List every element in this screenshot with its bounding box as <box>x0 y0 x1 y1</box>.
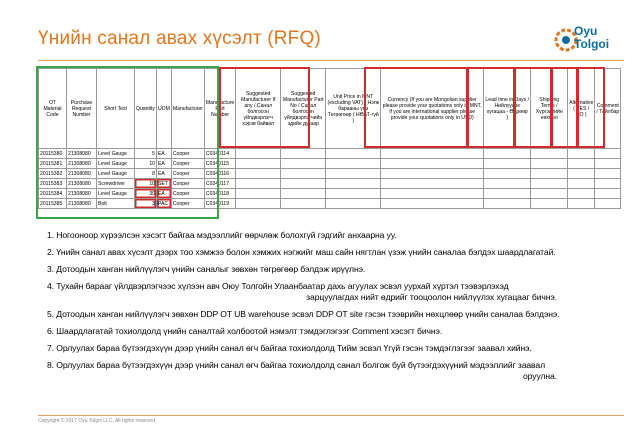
instruction-text: 4. Тухайн барааг үйлдвэрлэгчээс хүлээн авч Оюу Толгойн Улаанбаатар дахь агуулах эсвэл уурхай хүртэл тээвэрлэхэд <box>47 281 509 291</box>
column-header: Comment / Тайлбар <box>595 69 621 149</box>
table-cell: Cooper <box>171 169 204 179</box>
column-header: Suggested Manufacturer Part No / Санал болгосон үйлдвэрлэгчийн эдийн дугаар <box>281 69 326 149</box>
input-cell[interactable] <box>568 169 595 179</box>
table-cell: C0340114 <box>204 149 235 159</box>
column-header: Short Text <box>97 69 135 149</box>
instruction-continuation: оруулна. <box>523 371 557 381</box>
input-cell[interactable] <box>595 149 621 159</box>
input-cell[interactable] <box>595 159 621 169</box>
column-header: Unit Price in MNT (excluding VAT) - Нэгж барааны үнэ Төгрөгөөр ( НӨАТ-гүй ) <box>326 69 381 149</box>
table-cell: 21308080 <box>67 179 97 189</box>
table-cell: 20115383 <box>39 179 67 189</box>
input-cell[interactable] <box>326 149 381 159</box>
input-cell[interactable] <box>595 199 621 209</box>
instruction-item <box>47 264 607 275</box>
input-cell[interactable] <box>326 159 381 169</box>
table-cell: 21308080 <box>67 169 97 179</box>
table-cell: 20115384 <box>39 189 67 199</box>
table-cell: Cooper <box>171 159 204 169</box>
column-header: Purchase Request Number <box>67 69 97 149</box>
input-cell[interactable] <box>531 169 568 179</box>
table-cell: C0340119 <box>204 199 235 209</box>
input-cell[interactable] <box>484 179 531 189</box>
column-header: Shipping Terms / Хүргэлтийн нөхцөл <box>531 69 568 149</box>
table-cell: Level Gauge <box>97 169 135 179</box>
input-cell[interactable] <box>531 179 568 189</box>
instruction-item <box>47 309 607 320</box>
input-cell[interactable] <box>236 189 281 199</box>
instruction-item <box>47 360 607 382</box>
input-cell[interactable] <box>531 199 568 209</box>
instruction-item <box>47 343 607 354</box>
table-cell: PAC <box>156 199 171 209</box>
table-cell: 10 <box>135 159 157 169</box>
input-cell[interactable] <box>568 149 595 159</box>
table-cell: 21308080 <box>67 199 97 209</box>
table-cell: C0340117 <box>204 179 235 189</box>
column-header: UOM <box>156 69 171 149</box>
rfq-table <box>38 68 621 209</box>
input-cell[interactable] <box>595 179 621 189</box>
table-body <box>39 149 621 209</box>
table-cell: 21308080 <box>67 159 97 169</box>
input-cell[interactable] <box>381 169 484 179</box>
column-header: Quantity <box>135 69 157 149</box>
instruction-text: 1. Ногооноор хүрээлсэн хэсэгт байгаа мэдээллийг өөрчлөж болохгүй гэдгийг анхаарна уу. <box>47 230 397 240</box>
input-cell[interactable] <box>484 169 531 179</box>
table-row <box>39 199 621 209</box>
input-cell[interactable] <box>484 159 531 169</box>
table-cell: 8 <box>135 169 157 179</box>
table-cell: 5 <box>135 149 157 159</box>
input-cell[interactable] <box>281 199 326 209</box>
input-cell[interactable] <box>568 159 595 169</box>
table-row <box>39 189 621 199</box>
table-cell: SET <box>156 179 171 189</box>
copyright-footer: Copyright © 2017 Oyu Tolgoi LLC, All rights reserved <box>38 418 155 424</box>
instruction-text: 8. Орлуулах бараа бүтээгдэхүүн дээр үнийн санал өгч байгаа тохиолдолд санал болгож буй бүтээгдэхүүний мэдээллийг заавал <box>47 360 546 370</box>
instruction-text: 7. Орлуулах бараа бүтээгдэхүүн дээр үнийн санал өгч байгаа тохиолдолд Тийм эсвэл Үгүй гэсэн тэмдэглэгээг заавал хийнэ. <box>47 343 532 353</box>
input-cell[interactable] <box>381 199 484 209</box>
table-cell: 3 <box>135 199 157 209</box>
input-cell[interactable] <box>531 149 568 159</box>
table-cell: EA <box>156 189 171 199</box>
table-header-row <box>39 69 621 149</box>
input-cell[interactable] <box>236 169 281 179</box>
table-cell: C0340115 <box>204 159 235 169</box>
input-cell[interactable] <box>381 149 484 159</box>
table-cell: Screwdriver <box>97 179 135 189</box>
input-cell[interactable] <box>236 149 281 159</box>
table-cell: Bolt <box>97 199 135 209</box>
logo-line-1: Oyu <box>574 24 598 38</box>
table-cell: 10 <box>135 179 157 189</box>
input-cell[interactable] <box>484 199 531 209</box>
table-cell: Level Gauge <box>97 159 135 169</box>
table-cell: 20115382 <box>39 169 67 179</box>
input-cell[interactable] <box>281 149 326 159</box>
input-cell[interactable] <box>281 169 326 179</box>
input-cell[interactable] <box>236 199 281 209</box>
table-row <box>39 169 621 179</box>
table-cell: Level Gauge <box>97 189 135 199</box>
page-title: Үнийн санал авах хүсэлт (RFQ) <box>38 28 321 49</box>
input-cell[interactable] <box>381 159 484 169</box>
table-row <box>39 149 621 159</box>
table-cell: Level Gauge <box>97 149 135 159</box>
table-cell: C0340116 <box>204 169 235 179</box>
input-cell[interactable] <box>595 189 621 199</box>
column-header: Currency (If you are Mongolian supplier please provide your quotations only in MNT, if you are international supplier please provide your quotations only in USD) <box>381 69 484 149</box>
table-cell: 20115385 <box>39 199 67 209</box>
table-cell: Cooper <box>171 199 204 209</box>
table-cell: Cooper <box>171 179 204 189</box>
table-row <box>39 159 621 169</box>
instruction-text: 2. Үнийн санал авах хүсэлт дээрх тоо хэмжээ болон хэмжих нэгжийг маш сайн нягтлан үзэж үнийн саналаа бэлдэх шаардлагатай. <box>47 247 556 257</box>
instruction-item <box>47 326 607 337</box>
logo-line-2: Tolgoi <box>574 37 610 51</box>
table-cell: 30 <box>135 189 157 199</box>
table-cell: 21308080 <box>67 149 97 159</box>
instructions-list <box>47 230 607 388</box>
input-cell[interactable] <box>281 159 326 169</box>
instruction-item <box>47 247 607 258</box>
instruction-text: 3. Дотоодын ханган нийлүүлэгч үнийн саналыг зөвхөн төгрөгөөр бэлдэж ирүүлнэ. <box>47 264 366 274</box>
input-cell[interactable] <box>326 169 381 179</box>
table-cell: EA <box>156 149 171 159</box>
input-cell[interactable] <box>531 189 568 199</box>
table-cell: Cooper <box>171 189 204 199</box>
input-cell[interactable] <box>531 159 568 169</box>
input-cell[interactable] <box>281 179 326 189</box>
table-cell: EA <box>156 169 171 179</box>
input-cell[interactable] <box>236 159 281 169</box>
input-cell[interactable] <box>326 199 381 209</box>
column-header: Suggested Manufacturer If any / Санал болгосон үйлдвэрлэгч хэрэв байвал <box>236 69 281 149</box>
table-cell: EA <box>156 159 171 169</box>
input-cell[interactable] <box>595 169 621 179</box>
logo-wordmark <box>574 25 609 51</box>
input-cell[interactable] <box>281 189 326 199</box>
table-cell: 20115380 <box>39 149 67 159</box>
input-cell[interactable] <box>326 189 381 199</box>
input-cell[interactable] <box>568 189 595 199</box>
instruction-continuation: зарцуулагдах нийт өдрийг тооцоолон нийлүүлэх хугацааг бичнэ. <box>306 292 557 302</box>
table-cell: Cooper <box>171 149 204 159</box>
column-header: Manufacturer <box>171 69 204 149</box>
table-cell: C0340118 <box>204 189 235 199</box>
input-cell[interactable] <box>484 149 531 159</box>
instruction-text: 6. Шаардлагатай тохиолдолд үнийн саналтай холбоотой нэмэлт тэмдэглэгээг Comment хэсэгт бичнэ. <box>47 326 443 336</box>
input-cell[interactable] <box>381 189 484 199</box>
table-cell: 20115381 <box>39 159 67 169</box>
title-divider <box>38 60 624 61</box>
footer-divider <box>38 415 624 416</box>
input-cell[interactable] <box>236 179 281 189</box>
column-header: Alternative ( YES / NO ) <box>568 69 595 149</box>
input-cell[interactable] <box>568 179 595 189</box>
table-cell: 21308080 <box>67 189 97 199</box>
input-cell[interactable] <box>326 179 381 189</box>
input-cell[interactable] <box>381 179 484 189</box>
input-cell[interactable] <box>484 189 531 199</box>
instruction-item <box>47 281 607 303</box>
table-row <box>39 179 621 189</box>
instruction-text: 5. Дотоодын ханган нийлүүлэгч зөвхөн DDP OT UB warehouse эсвэл DDP OT site гэсэн тээврийн нөхцлөөр үнийн саналаа бэлдэнэ. <box>47 309 560 319</box>
column-header: Lead time in Days / Нийлүүлэх хугацаа - Өдрөөр ) <box>484 69 531 149</box>
column-header: OT Material Code <box>39 69 67 149</box>
instruction-item <box>47 230 607 241</box>
column-header: Manufacture Part Number <box>204 69 235 149</box>
input-cell[interactable] <box>568 199 595 209</box>
